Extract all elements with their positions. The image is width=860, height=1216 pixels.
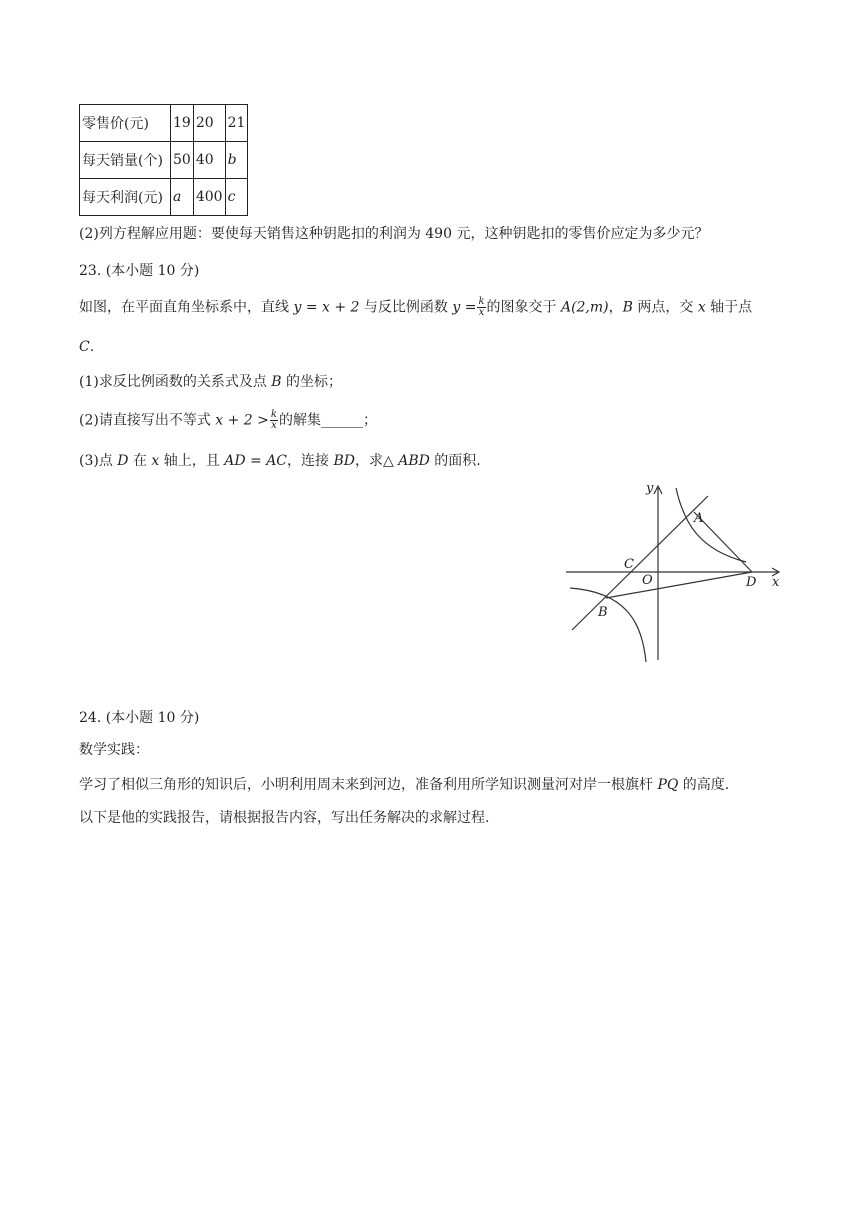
label-d: D: [746, 575, 757, 590]
q22-part2: (2)列方程解应用题：要使每天销售这种钥匙扣的利润为 490 元，这种钥匙扣的零售价应定为多少元？: [79, 226, 709, 242]
point-d: D: [117, 453, 129, 469]
text-run: 在: [128, 453, 152, 469]
label-c: C: [624, 557, 634, 572]
q24-body1: [79, 775, 729, 795]
q24-subtitle: 数学实践：: [79, 742, 149, 758]
sales-table: [79, 104, 248, 216]
table-row: [80, 142, 248, 179]
fraction-numerator: k: [478, 296, 485, 307]
text-run: 的高度.: [678, 777, 730, 793]
q23-part1: [79, 372, 342, 392]
text-run: (2)请直接写出不等式: [79, 412, 216, 429]
text-run: ，求: [355, 453, 383, 469]
text-run: (3)点: [79, 453, 118, 469]
text-run: ；: [362, 412, 377, 429]
math-run: y =: [452, 299, 477, 316]
text-run: 的解集: [278, 412, 321, 429]
label-y: y: [646, 481, 654, 496]
answer-blank: ______: [320, 412, 363, 429]
table-cell: c: [225, 179, 248, 216]
coordinate-figure: [560, 476, 790, 668]
row-label: 每天销量(个): [80, 142, 171, 179]
line-equation: y = x + 2: [293, 299, 360, 316]
label-a: A: [694, 511, 704, 526]
table-row: [80, 179, 248, 216]
q23-part2: [79, 410, 377, 431]
label-o: O: [642, 573, 653, 588]
table-cell: 21: [225, 105, 248, 142]
table-cell: 20: [193, 105, 225, 142]
table-cell: 40: [193, 142, 225, 179]
text-run: 两点，交: [632, 299, 698, 316]
text-run: 的坐标；: [281, 374, 343, 390]
table-cell: 19: [171, 105, 194, 142]
table-row: [80, 105, 248, 142]
text-run: 学习了相似三角形的知识后，小明利用周末来到河边，准备利用所学知识测量河对岸一根旗杆: [79, 777, 658, 793]
math-run: x: [151, 453, 160, 469]
equation: AD = AC: [224, 453, 288, 469]
text-run: 的图象交于: [486, 299, 561, 316]
q23-header: 23. (本小题 10 分): [79, 263, 200, 279]
line-ab: [572, 496, 708, 630]
q23-intro-cont: [79, 337, 94, 357]
label-b: B: [598, 605, 608, 620]
inequality: x + 2 >: [215, 412, 269, 429]
table-cell: 50: [171, 142, 194, 179]
table-cell: 400: [193, 179, 225, 216]
q24-header: 24. (本小题 10 分): [79, 710, 200, 726]
text-run: 轴上，且: [159, 453, 225, 469]
text-run: 与反比例函数: [359, 299, 453, 316]
fraction-k-over-x: [477, 297, 485, 318]
row-label: 零售价(元): [80, 105, 171, 142]
segment-bd: BD: [333, 453, 355, 469]
q23-intro: [79, 297, 752, 318]
text-run: 轴于点: [705, 299, 753, 316]
segment-pq: PQ: [657, 777, 679, 793]
text-run: ，连接: [287, 453, 334, 469]
table-cell: b: [225, 142, 248, 179]
fraction-numerator: k: [270, 409, 277, 420]
fraction-k-over-x: [270, 410, 278, 431]
q24-body2: 以下是他的实践报告，请根据报告内容，写出任务解决的求解过程.: [79, 810, 490, 826]
text-run: (1)求反比例函数的关系式及点: [79, 374, 272, 390]
fraction-denominator: x: [271, 420, 277, 431]
hyperbola-branch-upper: [676, 488, 746, 562]
point-b: B: [271, 374, 282, 390]
text-run: 的面积.: [429, 453, 481, 469]
text-run: .: [89, 339, 95, 355]
text-run: 如图，在平面直角坐标系中，直线: [79, 299, 294, 316]
row-label: 每天利润(元): [80, 179, 171, 216]
point-a: A(2,m): [560, 299, 609, 316]
q23-part3: [79, 451, 481, 471]
point-c: C: [79, 339, 90, 355]
table-cell: a: [171, 179, 194, 216]
point-b: B: [622, 299, 633, 316]
math-run: x: [697, 299, 706, 316]
segment-bd-line: [606, 572, 752, 598]
text-run: ，: [608, 299, 623, 316]
label-x: x: [772, 575, 780, 590]
fraction-denominator: x: [478, 307, 485, 318]
triangle-abd: △ ABD: [383, 453, 430, 469]
hyperbola-branch-lower: [570, 588, 646, 662]
